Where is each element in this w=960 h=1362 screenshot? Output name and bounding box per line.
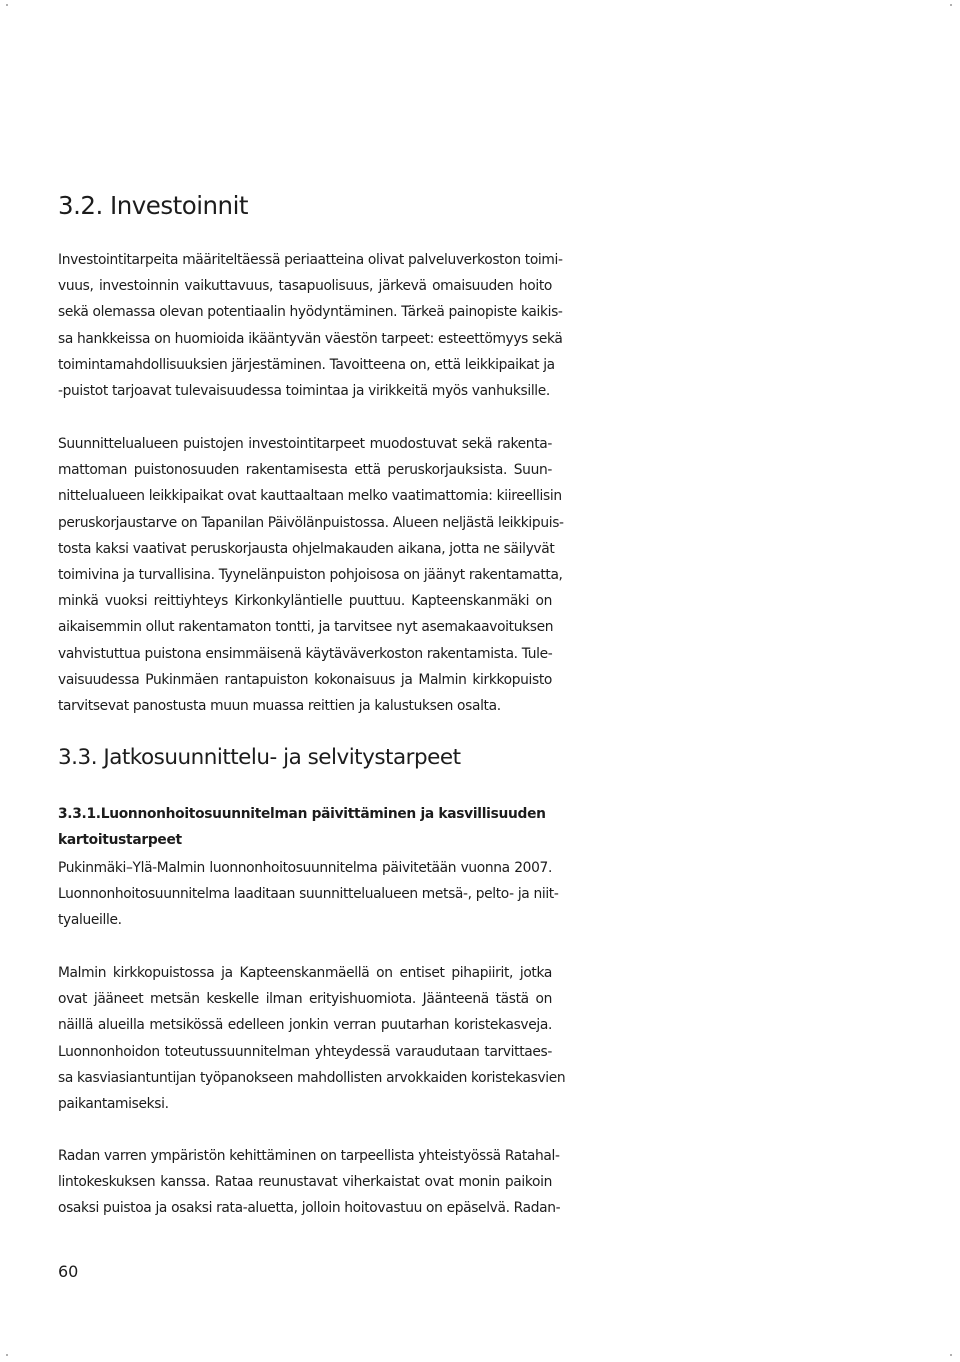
text-line: toimintamahdollisuuksien järjestäminen. Tavoitteena on, että leikkipaikat ja bbox=[58, 356, 555, 373]
text-line: osaksi puistoa ja osaksi rata-aluetta, jolloin hoitovastuu on epäselvä. Radan- bbox=[58, 1200, 561, 1217]
text-line: paikantamiseksi. bbox=[58, 1095, 169, 1112]
text-line: vuus, investoinnin vaikuttavuus, tasapuolisuus, järkevä omaisuuden hoito bbox=[58, 278, 552, 295]
text-line: Radan varren ympäristön kehittäminen on tarpeellista yhteistyössä Ratahal- bbox=[58, 1148, 560, 1164]
section-3-2-paragraph-2 bbox=[58, 431, 564, 719]
text-line: tyalueille. bbox=[58, 912, 122, 929]
heading-line: kartoitustarpeet bbox=[58, 832, 182, 849]
text-line: Malmin kirkkopuistossa ja Kapteenskanmäellä on entiset pihapiirit, jotka bbox=[58, 965, 552, 981]
text-line: aikaisemmin ollut rakentamaton tontti, ja tarvitsee nyt asemakaavoituksen bbox=[58, 619, 554, 636]
heading-line: 3.3.1.Luonnonhoitosuunnitelman päivittäminen ja kasvillisuuden bbox=[58, 806, 546, 822]
subsection-3-3-1-paragraph-1 bbox=[58, 855, 559, 934]
text-line: mattoman puistonosuuden rakentamisesta että peruskorjauksista. Suun- bbox=[58, 462, 552, 479]
text-line: toimivina ja turvallisina. Tyynelänpuiston pohjoisosa on jäänyt rakentamatta, bbox=[58, 566, 563, 583]
subsection-3-3-1-paragraph-2 bbox=[58, 960, 566, 1117]
page-number: 60 bbox=[58, 1262, 79, 1281]
text-line: Pukinmäki–Ylä-Malmin luonnonhoitosuunnitelma päivitetään vuonna 2007. bbox=[58, 860, 552, 876]
text-line: Investointitarpeita määriteltäessä periaatteina olivat palveluverkoston toimi- bbox=[58, 252, 563, 268]
section-heading-3-2: 3.2. Investoinnit bbox=[58, 191, 249, 220]
subsection-heading-3-3-1 bbox=[58, 801, 552, 853]
text-line: tosta kaksi vaativat peruskorjausta ohjelmakauden aikana, jotta ne säilyvät bbox=[58, 540, 555, 557]
text-line: vahvistuttua puistona ensimmäisenä käytäväverkoston rakentamista. Tule- bbox=[58, 645, 553, 662]
text-line: lintokeskuksen kanssa. Rataa reunustavat viherkaistat ovat monin paikoin bbox=[58, 1174, 552, 1191]
text-line: -puistot tarjoavat tulevaisuudessa toimintaa ja virikkeitä myös vanhuksille. bbox=[58, 382, 550, 399]
crop-mark bbox=[950, 1354, 952, 1356]
crop-mark bbox=[6, 1354, 8, 1356]
text-line: Luonnonhoidon toteutussuunnitelman yhteydessä varaudutaan tarvittaes- bbox=[58, 1043, 552, 1060]
text-line: tarvitsevat panostusta muun muassa reittien ja kalustuksen osalta. bbox=[58, 697, 501, 714]
text-line: sekä olemassa olevan potentiaalin hyödyntäminen. Tärkeä painopiste kaikis- bbox=[58, 304, 563, 321]
text-line: ovat jääneet metsän keskelle ilman erityishuomiota. Jäänteenä tästä on bbox=[58, 991, 552, 1008]
section-heading-3-3: 3.3. Jatkosuunnittelu- ja selvitystarpeet bbox=[58, 745, 461, 770]
text-line: näillä alueilla metsikössä edelleen jonkin verran puutarhan koristekasveja. bbox=[58, 1017, 552, 1034]
crop-mark bbox=[6, 4, 8, 6]
text-line: Suunnittelualueen puistojen investointitarpeet muodostuvat sekä rakenta- bbox=[58, 436, 552, 452]
text-line: nittelualueen leikkipaikat ovat kauttaaltaan melko vaatimattomia: kiireellisin bbox=[58, 488, 562, 505]
text-line: minkä vuoksi reittiyhteys Kirkonkyläntielle puuttuu. Kapteenskanmäki on bbox=[58, 593, 552, 610]
text-line: Luonnonhoitosuunnitelma laaditaan suunnittelualueen metsä-, pelto- ja niit- bbox=[58, 886, 559, 903]
text-line: sa kasviasiantuntijan työpanokseen mahdollisten arvokkaiden koristekasvien bbox=[58, 1069, 566, 1086]
text-line: sa hankkeissa on huomioida ikääntyvän väestön tarpeet: esteettömyys sekä bbox=[58, 330, 563, 347]
crop-mark bbox=[950, 4, 952, 6]
text-line: peruskorjaustarve on Tapanilan Päivölänpuistossa. Alueen neljästä leikkipuis- bbox=[58, 514, 564, 531]
text-line: vaisuudessa Pukinmäen rantapuiston kokonaisuus ja Malmin kirkkopuisto bbox=[58, 671, 552, 688]
section-3-2-paragraph-1 bbox=[58, 247, 563, 404]
subsection-3-3-1-paragraph-3 bbox=[58, 1143, 561, 1222]
